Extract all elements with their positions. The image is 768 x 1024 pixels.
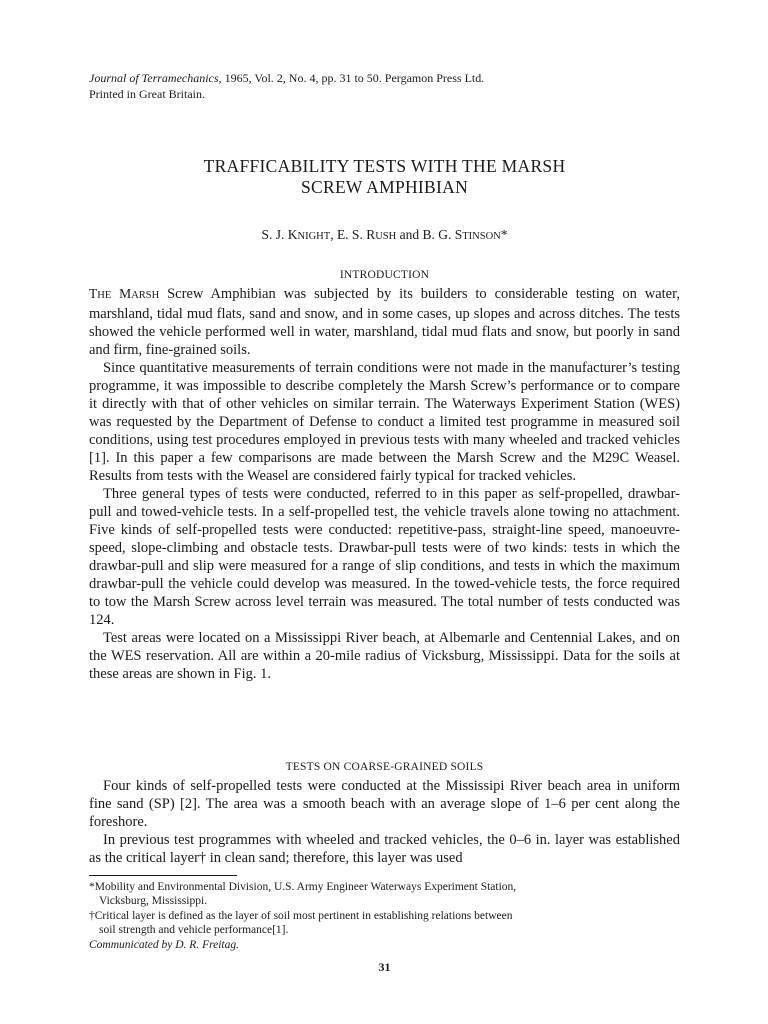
coarse-paragraph-1: Four kinds of self-propelled tests were conducted at the Mississipi River beach area in uniform fine sand (SP) [2]. The area was a smooth beach with an average slope of 1–6 per cent along the foreshore. xyxy=(89,778,680,830)
journal-citation xyxy=(89,70,689,102)
introduction-body xyxy=(89,285,680,683)
printed-note: Printed in Great Britain. xyxy=(89,87,205,101)
intro-paragraph-3: Three general types of tests were conducted, referred to in this paper as self-propelled, drawbar-pull and towed-vehicle tests. In a self-propelled test, the vehicle travels alone towing no attachment. Five kinds of self-propelled tests were conducted: repetitive-pass, straight-line speed, manoeuvre-speed, slope-climbing and obstacle tests. Drawbar-pull tests were of two kinds: tests in which the drawbar-pull and slip were measured for a range of slip conditions, and tests in which the maximum drawbar-pull the vehicle could develop was measured. In the towed-vehicle tests, the force required to tow the Marsh Screw across level terrain was measured. The total number of tests conducted was 124. xyxy=(89,486,680,628)
footnotes xyxy=(89,881,680,955)
footnote-critical-layer-line-1: †Critical layer is defined as the layer of soil most pertinent in establishing relations between xyxy=(89,910,513,922)
author-1-initials: S. J. xyxy=(261,227,288,242)
page-number: 31 xyxy=(378,960,391,974)
footnote-affiliation xyxy=(89,881,680,908)
author-2-cap: R xyxy=(366,227,376,242)
coarse-grained-heading: TESTS ON COARSE-GRAINED SOILS xyxy=(285,761,484,773)
author-list xyxy=(89,226,680,246)
footnote-divider xyxy=(89,875,237,876)
intro-lead-space xyxy=(111,286,119,302)
author-separator-2: and B. G. xyxy=(396,227,455,242)
title-line-1: TRAFFICABILITY TESTS WITH THE MARSH xyxy=(203,156,566,176)
footnote-affiliation-line-2: Vicksburg, Mississippi. xyxy=(99,894,208,907)
intro-lead-cap-2: M xyxy=(119,286,132,301)
intro-paragraph-1-text: Screw Amphibian was subjected by its builders to considerable testing on water, marshland, tidal mud flats, sand and snow, and in some cases, up slopes and across ditches. The tests showed the vehicle performed well in water, marshland, tidal mud flats and snow, but poorly in sand and firm, fine-grained soils. xyxy=(89,286,680,358)
author-3-rest: TINSON xyxy=(462,231,501,242)
author-footnote-mark: * xyxy=(500,227,508,242)
intro-lead-cap-1: T xyxy=(89,286,98,301)
intro-lead-small-2: ARSH xyxy=(131,290,160,301)
author-1-rest: NIGHT xyxy=(297,231,331,242)
communicated-by: Communicated by D. R. Freitag. xyxy=(89,939,240,951)
intro-paragraph-1 xyxy=(89,285,680,359)
author-2-rest: USH xyxy=(375,231,397,242)
author-3-cap: S xyxy=(454,227,463,242)
author-separator-1: , E. S. xyxy=(330,227,367,242)
intro-paragraph-2: Since quantitative measurements of terrain conditions were not made in the manufacturer’s testing programme, it was impossible to describe completely the Marsh Screw’s performance or to compare it directly with that of other vehicles on similar terrain. The Waterways Experiment Station (WES) was requested by the Department of Defense to conduct a limited test programme in measured soil conditions, using test procedures employed in previous tests with many wheeled and tracked vehicles [1]. In this paper a few comparisons are made between the Marsh Screw and the M29C Weasel. Results from tests with the Weasel are considered fairly typical for tracked vehicles. xyxy=(89,360,680,484)
author-1-cap: K xyxy=(287,227,298,242)
coarse-grained-body xyxy=(89,777,680,867)
footnote-critical-layer xyxy=(89,910,680,937)
journal-name: Journal of Terramechanics, xyxy=(89,71,222,85)
journal-citation-details: 1965, Vol. 2, No. 4, pp. 31 to 50. Pergamon Press Ltd. xyxy=(221,71,485,85)
introduction-heading: INTRODUCTION xyxy=(339,269,430,281)
footnote-critical-layer-line-2: soil strength and vehicle performance[1]. xyxy=(99,923,289,936)
paper-title xyxy=(89,156,680,198)
intro-paragraph-4: Test areas were located on a Mississippi River beach, at Albemarle and Centennial Lakes, and on the WES reservation. All are within a 20-mile radius of Vicksburg, Mississippi. Data for the soils at these areas are shown in Fig. 1. xyxy=(89,630,680,682)
title-line-2: SCREW AMPHIBIAN xyxy=(300,177,469,197)
footnote-affiliation-line-1: *Mobility and Environmental Division, U.S. Army Engineer Waterways Experiment Station, xyxy=(89,881,517,893)
coarse-paragraph-2: In previous test programmes with wheeled and tracked vehicles, the 0–6 in. layer was established as the critical layer† in clean sand; therefore, this layer was used xyxy=(89,832,680,866)
intro-lead-small-1: HE xyxy=(97,290,112,301)
